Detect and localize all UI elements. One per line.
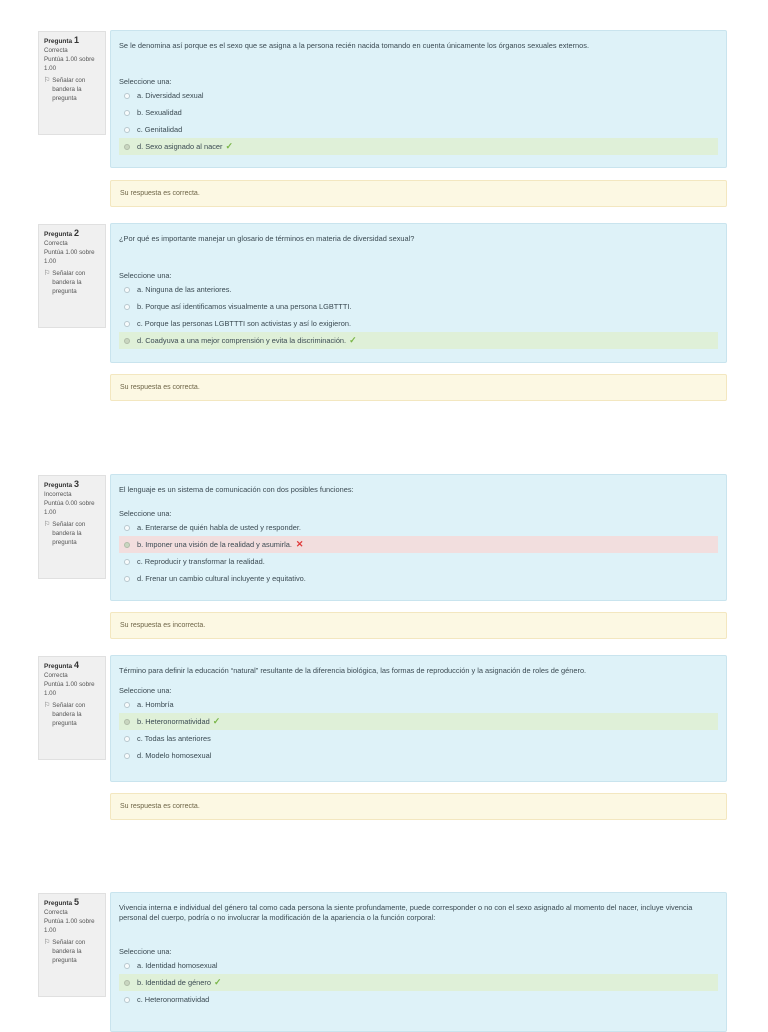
answer-list <box>119 696 718 764</box>
question-text: Se le denomina así porque es el sexo que se asigna a la persona recién nacida tomando en cuenta únicamente los órganos sexuales externos. <box>119 41 590 50</box>
answer-label: a. Identidad homosexual <box>137 961 218 970</box>
check-icon: ✓ <box>349 335 357 345</box>
radio-button[interactable] <box>124 110 130 116</box>
check-icon: ✓ <box>225 141 234 151</box>
radio-button[interactable] <box>124 525 130 531</box>
answer-list <box>119 519 718 587</box>
radio-button[interactable] <box>124 980 130 986</box>
answer-option-selected[interactable] <box>119 974 718 991</box>
cross-icon: ✕ <box>295 539 304 549</box>
radio-button[interactable] <box>124 736 130 742</box>
answer-label: a. Diversidad sexual <box>137 91 204 100</box>
answer-option-selected[interactable] <box>119 332 718 349</box>
radio-button[interactable] <box>124 753 130 759</box>
answer-option[interactable] <box>119 553 718 570</box>
question-score: Puntúa 1.00 sobre 1.00 <box>44 249 95 265</box>
radio-button[interactable] <box>124 542 130 548</box>
question-info <box>38 224 106 328</box>
flag-question-link[interactable] <box>44 938 100 965</box>
radio-button[interactable] <box>124 144 130 150</box>
question-content <box>110 30 727 168</box>
answer-label: d. Coadyuva a una mejor comprensión y evita la discriminación. <box>137 336 347 345</box>
question-score: Puntúa 0.00 sobre 1.00 <box>44 500 95 516</box>
answer-label: d. Sexo asignado al nacer <box>137 142 223 151</box>
question-status: Incorrecta <box>44 491 72 498</box>
answer-label: a. Ninguna de las anteriores. <box>137 285 232 294</box>
question-content <box>110 223 727 363</box>
radio-button[interactable] <box>124 997 130 1003</box>
answer-option[interactable] <box>119 957 718 974</box>
answer-label: c. Genitalidad <box>137 125 183 134</box>
question-number: Pregunta 3 <box>44 479 79 489</box>
answer-label: d. Modelo homosexual <box>137 751 212 760</box>
answer-label: a. Enterarse de quién habla de usted y responder. <box>137 523 301 532</box>
answer-option[interactable] <box>119 696 718 713</box>
answer-option[interactable] <box>119 991 718 1008</box>
answer-option[interactable] <box>119 315 718 332</box>
question-text: El lenguaje es un sistema de comunicación con dos posibles funciones: <box>119 485 354 494</box>
answer-label: d. Frenar un cambio cultural incluyente y equitativo. <box>137 574 306 583</box>
radio-button[interactable] <box>124 93 130 99</box>
question-info <box>38 893 106 997</box>
flag-question-link[interactable] <box>44 269 100 296</box>
answer-label: c. Porque las personas LGBTTTI son activistas y así lo exigieron. <box>137 319 352 328</box>
question-number: Pregunta 5 <box>44 897 79 907</box>
answer-option[interactable] <box>119 747 718 764</box>
feedback-box: Su respuesta es correcta. <box>110 374 727 401</box>
question-number: Pregunta 1 <box>44 35 79 45</box>
answer-list <box>119 87 718 155</box>
answer-label: b. Sexualidad <box>137 108 182 117</box>
radio-button[interactable] <box>124 702 130 708</box>
answer-label: c. Heteronormatividad <box>137 995 210 1004</box>
question-score: Puntúa 1.00 sobre 1.00 <box>44 681 95 697</box>
flag-question-link[interactable] <box>44 76 100 103</box>
question-content <box>110 655 727 782</box>
radio-button[interactable] <box>124 287 130 293</box>
flag-label: Señalar con bandera la pregunta <box>52 521 86 546</box>
radio-button[interactable] <box>124 304 130 310</box>
radio-button[interactable] <box>124 719 130 725</box>
flag-label: Señalar con bandera la pregunta <box>52 702 86 727</box>
radio-button[interactable] <box>124 559 130 565</box>
check-icon: ✓ <box>212 716 221 726</box>
answer-option[interactable] <box>119 730 718 747</box>
answer-option-selected[interactable] <box>119 536 718 553</box>
flag-question-link[interactable] <box>44 520 100 547</box>
question-text: Vivencia interna e individual del género tal como cada persona la siente profundamente, puede corresponder o no con el sexo asignado al momento del nacer, incluye vivencia personal del cuerpo, podría o no involucrar la modificación de la apariencia o la función corporal: <box>119 903 693 922</box>
answer-option[interactable] <box>119 281 718 298</box>
radio-button[interactable] <box>124 127 130 133</box>
answer-label: b. Heteronormatividad <box>137 717 210 726</box>
question-text: Término para definir la educación “natural” resultante de la diferencia biológica, las formas de reproducción y la asignación de roles de género. <box>119 666 587 675</box>
question-text: ¿Por qué es importante manejar un glosario de términos en materia de diversidad sexual? <box>119 234 415 243</box>
select-prompt: Seleccione una: <box>119 77 172 86</box>
select-prompt: Seleccione una: <box>119 271 172 280</box>
question-number: Pregunta 2 <box>44 228 79 238</box>
select-prompt: Seleccione una: <box>119 686 172 695</box>
flag-icon: ⚐ <box>44 270 51 277</box>
question-content <box>110 892 727 1032</box>
answer-option[interactable] <box>119 121 718 138</box>
question-number: Pregunta 4 <box>44 660 79 670</box>
question-status: Correcta <box>44 240 68 247</box>
question-content <box>110 474 727 601</box>
flag-icon: ⚐ <box>44 521 51 528</box>
answer-label: b. Identidad de género <box>137 978 211 987</box>
radio-button[interactable] <box>124 963 130 969</box>
feedback-box: Su respuesta es incorrecta. <box>110 612 727 639</box>
flag-label: Señalar con bandera la pregunta <box>52 939 86 964</box>
check-icon: ✓ <box>213 977 222 987</box>
question-status: Correcta <box>44 47 68 54</box>
answer-option-selected[interactable] <box>119 713 718 730</box>
answer-option-selected[interactable] <box>119 138 718 155</box>
answer-option[interactable] <box>119 570 718 587</box>
flag-icon: ⚐ <box>44 77 51 84</box>
question-status: Correcta <box>44 909 68 916</box>
answer-label: c. Todas las anteriores <box>137 734 211 743</box>
flag-label: Señalar con bandera la pregunta <box>52 77 86 102</box>
answer-option[interactable] <box>119 298 718 315</box>
select-prompt: Seleccione una: <box>119 509 172 518</box>
answer-option[interactable] <box>119 104 718 121</box>
answer-label: c. Reproducir y transformar la realidad. <box>137 557 265 566</box>
question-score: Puntúa 1.00 sobre 1.00 <box>44 918 95 934</box>
radio-button[interactable] <box>124 338 130 344</box>
answer-label: b. Porque así identificamos visualmente a una persona LGBTTTI. <box>137 302 352 311</box>
question-status: Correcta <box>44 672 68 679</box>
flag-label: Señalar con bandera la pregunta <box>52 270 86 295</box>
answer-option[interactable] <box>119 87 718 104</box>
answer-label: b. Imponer una visión de la realidad y asumirla. <box>137 540 292 549</box>
flag-icon: ⚐ <box>44 702 51 709</box>
radio-button[interactable] <box>124 576 130 582</box>
answer-list <box>119 281 718 349</box>
feedback-box: Su respuesta es correcta. <box>110 793 727 820</box>
answer-label: a. Hombría <box>137 700 174 709</box>
select-prompt: Seleccione una: <box>119 947 172 956</box>
radio-button[interactable] <box>124 321 130 327</box>
question-info <box>38 656 106 760</box>
feedback-box: Su respuesta es correcta. <box>110 180 727 207</box>
question-info <box>38 31 106 135</box>
answer-option[interactable] <box>119 519 718 536</box>
question-info <box>38 475 106 579</box>
answer-list <box>119 957 718 1008</box>
question-score: Puntúa 1.00 sobre 1.00 <box>44 56 95 72</box>
flag-icon: ⚐ <box>44 939 51 946</box>
flag-question-link[interactable] <box>44 701 100 728</box>
